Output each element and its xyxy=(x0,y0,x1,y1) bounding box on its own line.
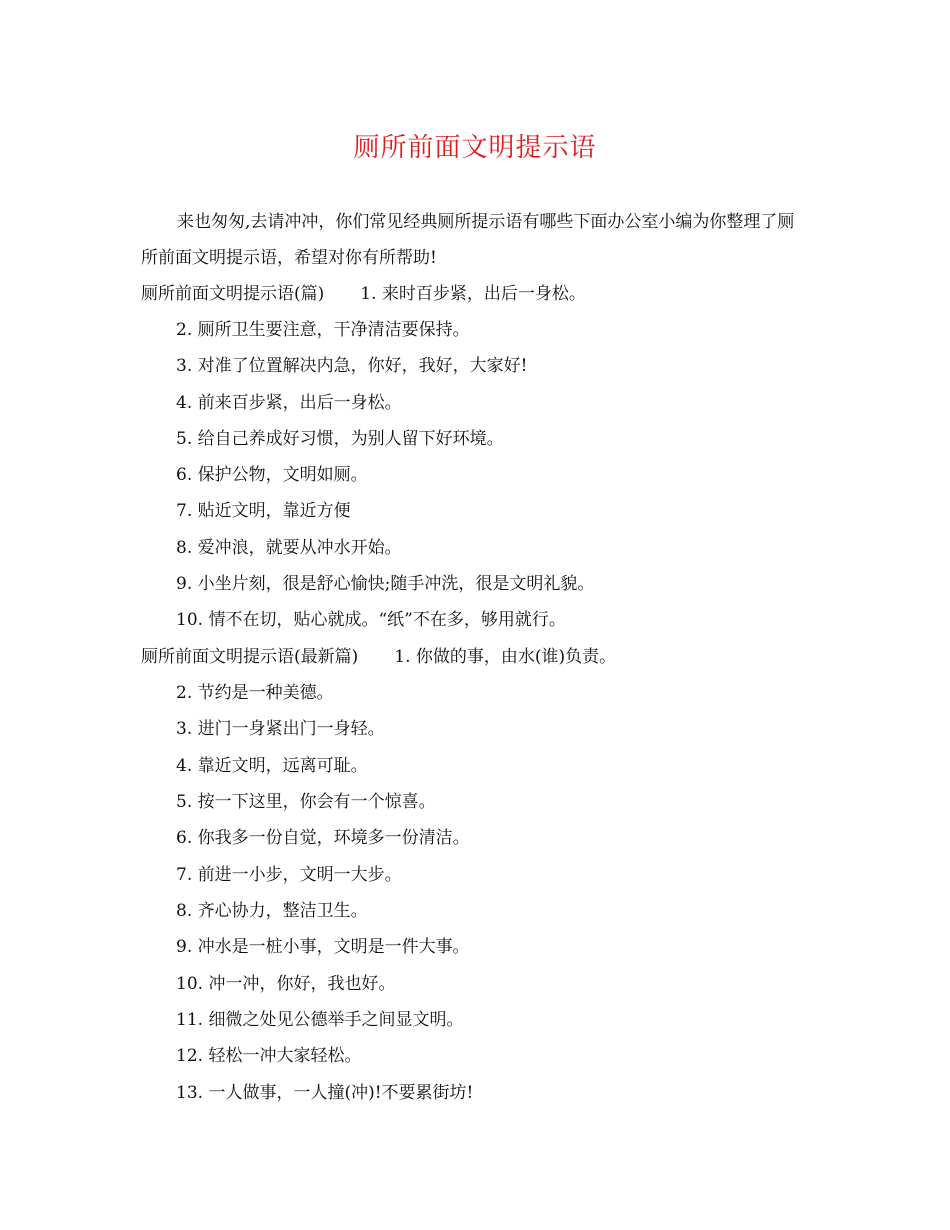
section1-heading: 厕所前面文明提示语(篇) xyxy=(141,284,325,304)
page-title: 厕所前面文明提示语 xyxy=(353,133,597,163)
section1-item-9: 9. 小坐片刻，很是舒心愉快;随手冲洗，很是文明礼貌。 xyxy=(176,574,595,594)
section2-item-4: 4. 靠近文明，远离可耻。 xyxy=(176,756,368,776)
section1-item-6: 6. 保护公物，文明如厕。 xyxy=(176,465,368,485)
section2-item-10: 10. 冲一冲，你好，我也好。 xyxy=(176,974,396,994)
section1-item-4: 4. 前来百步紧，出后一身松。 xyxy=(176,393,402,413)
section2-item-13: 13. 一人做事，一人撞(冲)!不要累街坊! xyxy=(176,1083,474,1103)
section2-heading-line xyxy=(141,639,616,675)
section1-item-8: 8. 爱冲浪，就要从冲水开始。 xyxy=(176,538,402,558)
section2-item-5: 5. 按一下这里，你会有一个惊喜。 xyxy=(176,792,436,812)
section1-item-7: 7. 贴近文明，靠近方便 xyxy=(176,501,351,521)
section2-item-8: 8. 齐心协力，整洁卫生。 xyxy=(176,901,368,921)
section1-item-5: 5. 给自己养成好习惯，为别人留下好环境。 xyxy=(176,429,504,449)
section2-item-7: 7. 前进一小步，文明一大步。 xyxy=(176,865,402,885)
section1-item-2: 2. 厕所卫生要注意，干净清洁要保持。 xyxy=(176,320,470,340)
intro-text: 来也匆匆,去请冲冲，你们常见经典厕所提示语有哪些下面办公室小编为你整理了厕所前面文明提示语，希望对你有所帮助! xyxy=(141,212,795,268)
section2-item-1: 1. 你做的事，由水(谁)负责。 xyxy=(394,647,617,667)
section2-item-6: 6. 你我多一份自觉，环境多一份清洁。 xyxy=(176,828,470,848)
intro-paragraph xyxy=(141,204,811,276)
section2-item-3: 3. 进门一身紧出门一身轻。 xyxy=(176,719,385,739)
section1-item-3: 3. 对准了位置解决内急，你好，我好，大家好! xyxy=(176,356,528,376)
section1-heading-line xyxy=(141,276,586,312)
section2-item-2: 2. 节约是一种美德。 xyxy=(176,683,334,703)
section2-item-9: 9. 冲水是一桩小事，文明是一件大事。 xyxy=(176,937,470,957)
section1-item-10: 10. 情不在切，贴心就成。“纸”不在多，够用就行。 xyxy=(176,610,566,630)
section1-item-1: 1. 来时百步紧，出后一身松。 xyxy=(360,284,586,304)
section2-item-12: 12. 轻松一冲大家轻松。 xyxy=(176,1046,362,1066)
section2-item-11: 11. 细微之处见公德举手之间显文明。 xyxy=(176,1010,464,1030)
section2-heading: 厕所前面文明提示语(最新篇) xyxy=(141,647,359,667)
